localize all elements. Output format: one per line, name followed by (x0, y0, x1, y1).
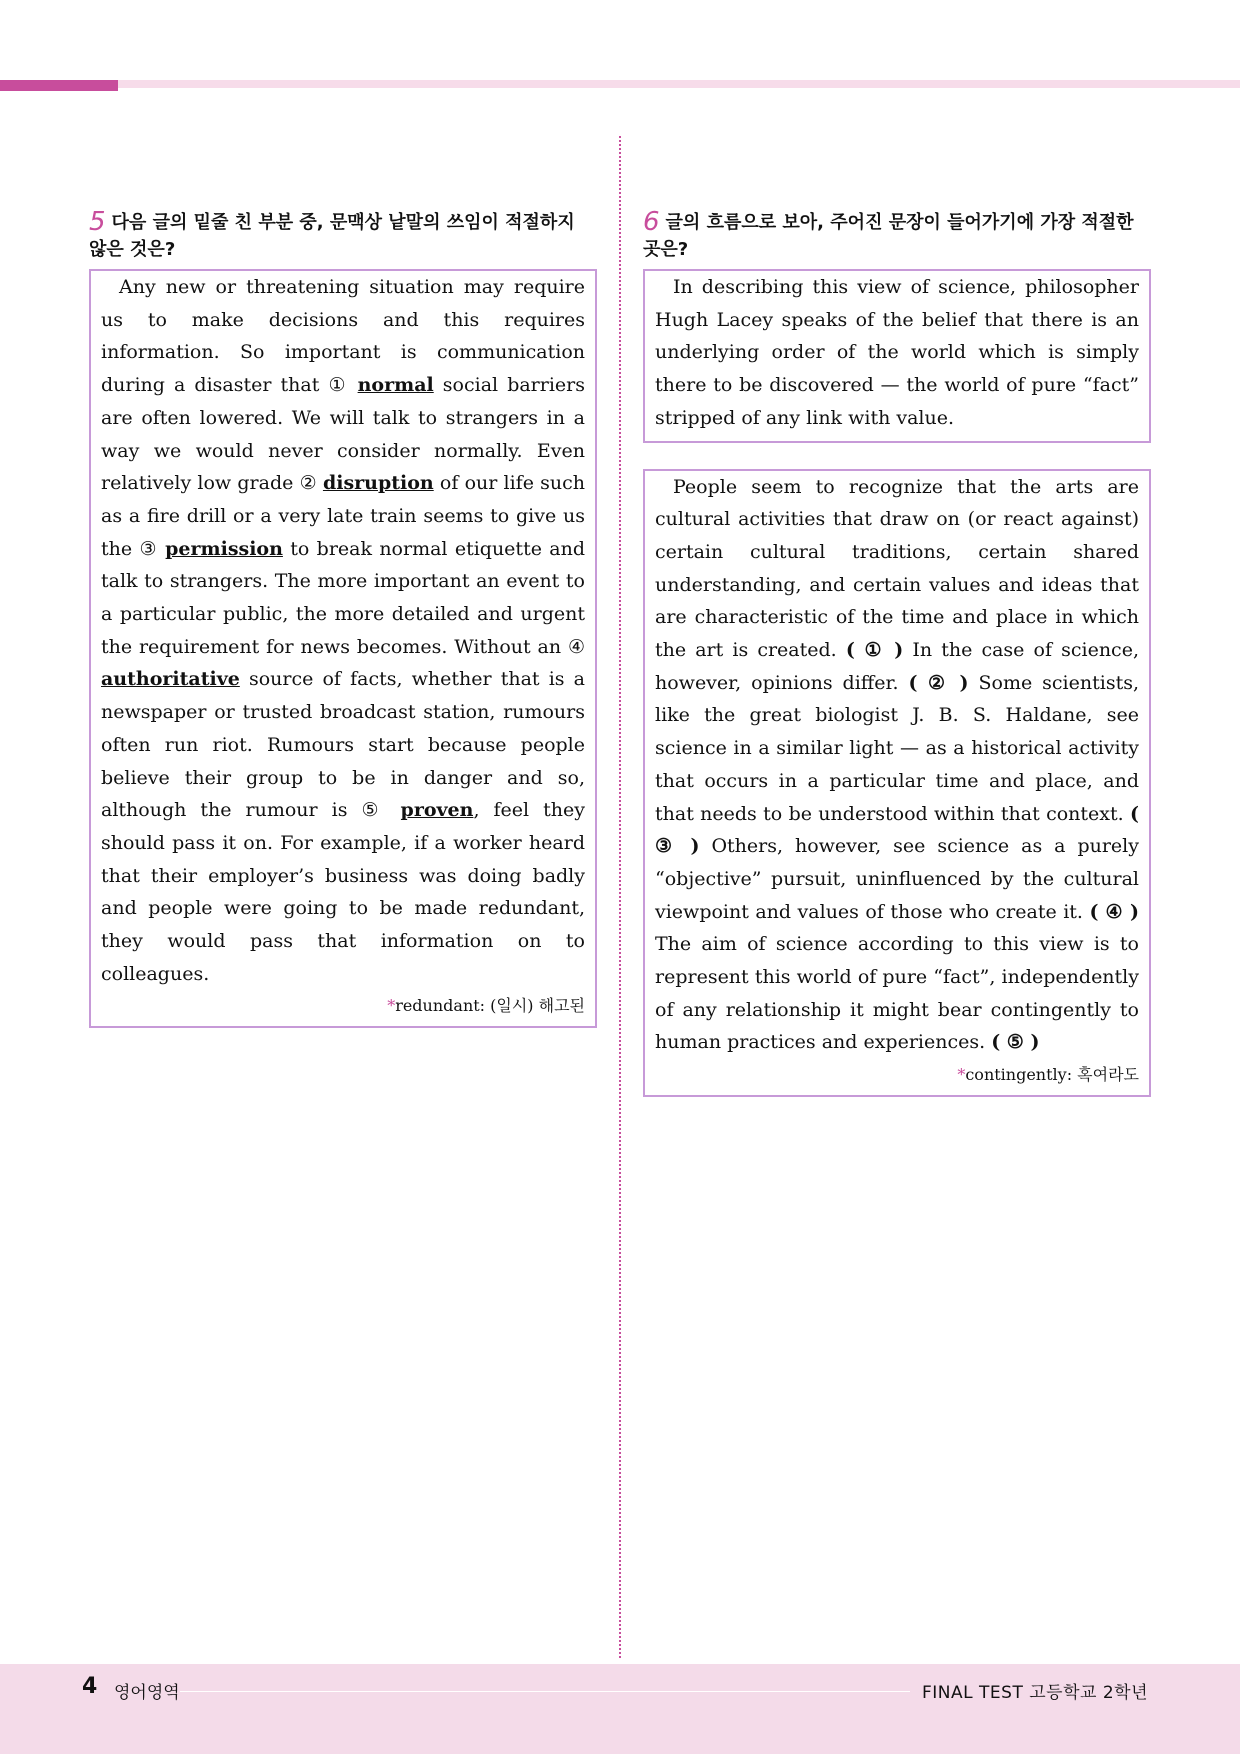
passage-text: The aim of science according to this view is to represent this world of pure “fact”, independently of any relationship it might bear contingently to human practices and experiences. (655, 933, 1139, 1054)
choice-marker: ① (328, 374, 358, 397)
passage-box (89, 269, 597, 1028)
choice-marker: ⑤ (361, 799, 401, 822)
header-accent (0, 80, 118, 91)
insertion-slot: ( ① ) (845, 639, 904, 662)
passage-text: Others, however, see science as a purely “objective” pursuit, uninfluenced by the cultural viewpoint and values of those who create it. (655, 835, 1139, 923)
header-bar (0, 80, 1240, 88)
subject-label: 영어영역 (114, 1683, 180, 1703)
underlined-word: authoritative (101, 668, 240, 691)
page-footer (0, 1664, 1240, 1754)
question-text: 글의 흐름으로 보아, 주어진 문장이 들어가기에 가장 적절한 곳은? (643, 212, 1134, 260)
question-5-title (89, 209, 597, 263)
passage (101, 271, 585, 990)
passage (655, 471, 1139, 1060)
passage-text: social barriers are often lowered. We will talk to strangers in a way we would never consider normally. Even relatively low grade (101, 374, 586, 495)
passage-text: People seem to recognize that the arts are cultural activities that draw on (or react against) certain cultural traditions, certain shared understanding, and certain values and ideas that are characteristic of the time and place in which the art is created. (655, 475, 1139, 662)
note-text: contingently: 혹여라도 (965, 1065, 1139, 1085)
question-number: 5 (89, 207, 106, 237)
question-text: 다음 글의 밑줄 친 부분 중, 문맥상 낱말의 쓰임이 적절하지 않은 것은? (89, 212, 575, 260)
column-divider (619, 136, 621, 1658)
question-number: 6 (643, 207, 660, 237)
given-sentence-box (643, 269, 1151, 443)
vocab-note (655, 1059, 1139, 1089)
underlined-word: proven (400, 799, 474, 822)
underlined-word: disruption (322, 472, 434, 495)
choice-marker: ④ (567, 635, 585, 658)
underlined-word: normal (357, 374, 434, 397)
passage-text: of our life such as a fire drill or a very late train seems to give us the (101, 472, 586, 560)
vocab-note (101, 990, 585, 1020)
underlined-word: permission (165, 537, 283, 560)
insertion-slot: ( ⑤ ) (991, 1031, 1040, 1054)
question-6-title (643, 209, 1151, 263)
passage-text: to break normal etiquette and talk to strangers. The more important an event to a particular public, the more detailed and urgent the requirement for news becomes. Without an (101, 537, 585, 658)
passage-text: Some scientists, like the great biologist J. B. S. Haldane, see science in a similar light — as a historical activity that occurs in a particular time and place, and that needs to be understood within that context. (655, 671, 1140, 825)
question-6 (643, 209, 1151, 1097)
insertion-slot: ( ④ ) (1089, 900, 1139, 923)
insertion-slot: ( ② ) (908, 671, 969, 694)
footer-rule (180, 1691, 910, 1692)
note-text: redundant: (일시) 해고된 (395, 996, 585, 1016)
note-star: * (387, 996, 396, 1016)
insertion-slot: ( ③ ) (655, 802, 1139, 858)
passage-text: , feel they should pass it on. For example, if a worker heard that their employer’s business was doing badly and people were going to be made redundant, they would pass that information on to colleagues. (101, 799, 585, 985)
page-number: 4 (82, 1674, 98, 1699)
choice-marker: ② (299, 472, 323, 495)
passage-text: source of facts, whether that is a newspaper or trusted broadcast station, rumours often run riot. Rumours start because people believe their group to be in danger and so, although the rumour is (101, 668, 585, 822)
given-sentence: In describing this view of science, philosopher Hugh Lacey speaks of the belief that there is an underlying order of the world which is simply there to be discovered — the world of pure “fact” stripped of any link with value. (655, 276, 1139, 429)
test-title: FINAL TEST 고등학교 2학년 (922, 1683, 1148, 1703)
choice-marker: ③ (139, 537, 166, 560)
question-5 (89, 209, 597, 1028)
note-star: * (957, 1065, 966, 1085)
passage-box (643, 469, 1151, 1098)
passage-text: Any new or threatening situation may require us to make decisions and this requires information. So important is communication during a disaster that (101, 276, 585, 397)
passage-text: In the case of science, however, opinions differ. (655, 639, 1139, 694)
